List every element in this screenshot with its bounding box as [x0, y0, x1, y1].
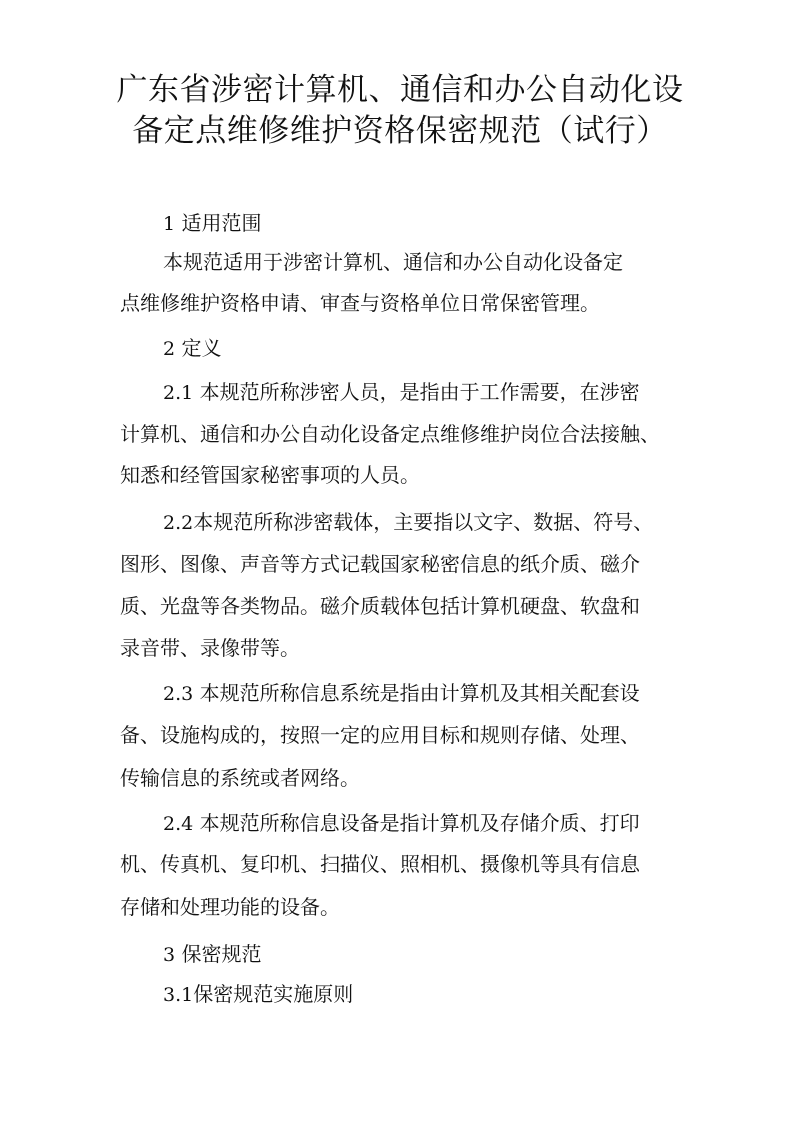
paragraph-line: 质、光盘等各类物品。磁介质载体包括计算机硬盘、软盘和	[120, 594, 640, 618]
section-heading-text: 定义	[175, 336, 222, 360]
clause-2-4-line	[163, 809, 640, 838]
clause-text: 本规范所称涉密载体，主要指以文字、数据、符号、	[193, 510, 654, 534]
section-number: 2	[163, 338, 176, 360]
section-heading-1	[163, 209, 261, 238]
section-heading-3	[163, 940, 261, 969]
paragraph-line: 计算机、通信和办公自动化设备定点维修维护岗位合法接触、	[120, 422, 660, 446]
clause-number: 2.4	[163, 813, 194, 835]
section-heading-2	[163, 334, 221, 363]
clause-number: 2.1	[163, 382, 194, 404]
clause-number: 2.2	[163, 512, 194, 534]
clause-3-1-line	[163, 980, 353, 1009]
document-title-line-1: 广东省涉密计算机、通信和办公自动化设	[116, 72, 684, 108]
section-heading-text: 保密规范	[175, 942, 262, 966]
clause-text: 本规范所称涉密人员，是指由于工作需要，在涉密	[193, 380, 640, 404]
paragraph-line: 机、传真机、复印机、扫描仪、照相机、摄像机等具有信息	[120, 852, 640, 876]
paragraph-line: 本规范适用于涉密计算机、通信和办公自动化设备定	[163, 250, 623, 274]
clause-2-3-line	[163, 679, 640, 708]
paragraph-line: 备、设施构成的，按照一定的应用目标和规则存储、处理、	[120, 723, 640, 747]
section-heading-text: 适用范围	[175, 211, 262, 235]
clause-text: 保密规范实施原则	[193, 982, 354, 1006]
paragraph-line: 图形、图像、声音等方式记载国家秘密信息的纸介质、磁介	[120, 552, 640, 576]
section-number: 1	[163, 213, 176, 235]
section-number: 3	[163, 944, 176, 966]
paragraph-line: 知悉和经管国家秘密事项的人员。	[120, 463, 420, 487]
clause-2-2-line	[163, 508, 653, 537]
clause-text: 本规范所称信息系统是指由计算机及其相关配套设	[193, 681, 640, 705]
clause-number: 3.1	[163, 984, 194, 1006]
clause-2-1-line	[163, 378, 640, 407]
paragraph-line: 录音带、录像带等。	[120, 636, 300, 660]
paragraph-line: 传输信息的系统或者网络。	[120, 766, 360, 790]
clause-text: 本规范所称信息设备是指计算机及存储介质、打印	[193, 811, 640, 835]
paragraph-line: 点维修维护资格申请、审查与资格单位日常保密管理。	[120, 291, 600, 315]
paragraph-line: 存储和处理功能的设备。	[120, 895, 340, 919]
clause-number: 2.3	[163, 683, 194, 705]
document-title-line-2: 备定点维修维护资格保密规范（试行）	[132, 113, 668, 149]
